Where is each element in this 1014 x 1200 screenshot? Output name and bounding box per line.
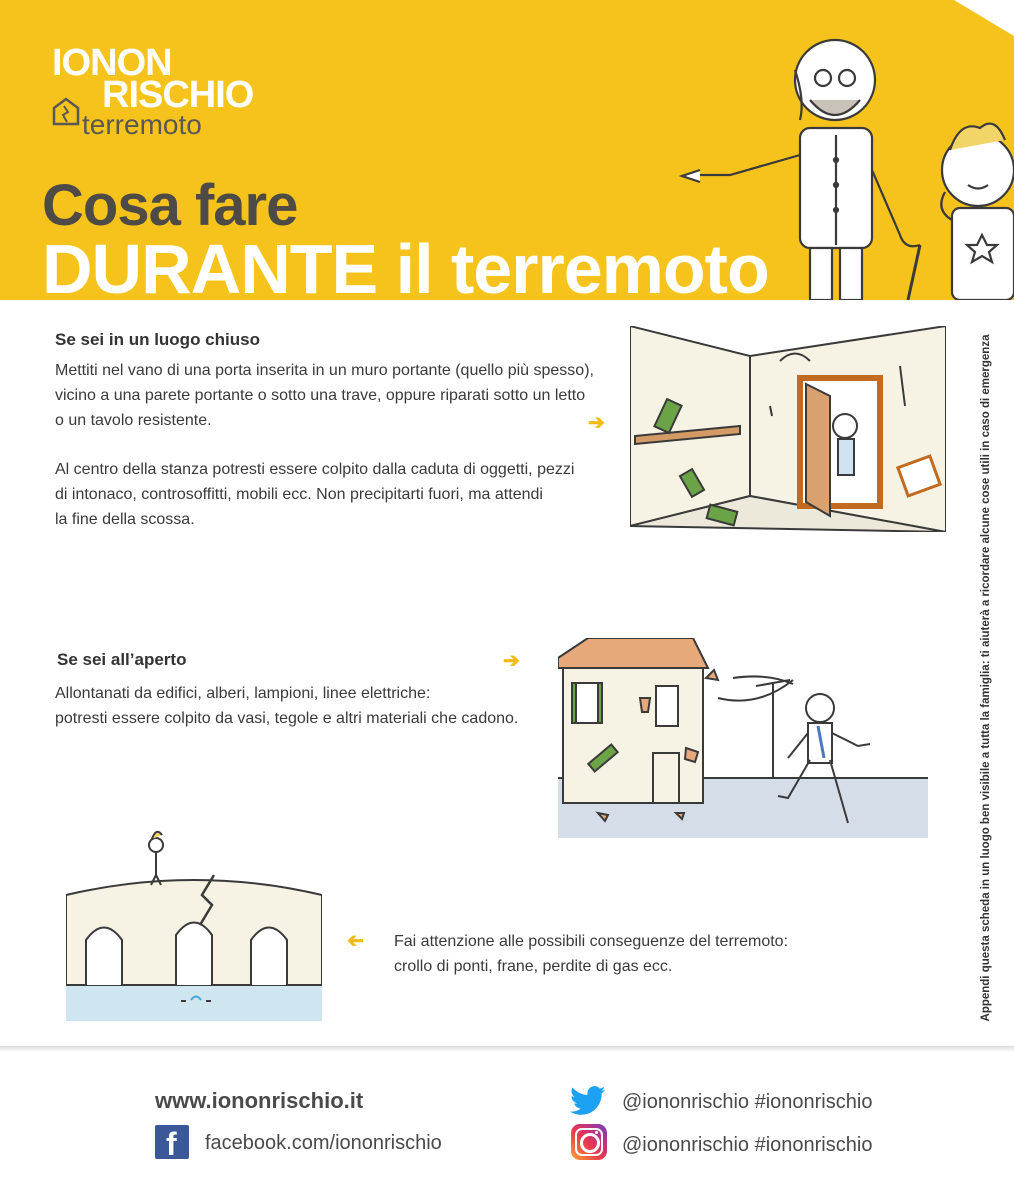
arrow-right-icon: ➔ — [503, 650, 520, 672]
side-note-text: Appendi questa scheda in un luogo ben visibile a tutta la famiglia: ti aiuterà a ricordare alcune cose utili in caso di emergenza — [980, 334, 992, 1022]
section-outdoor-title: Se sei all’aperto — [57, 650, 187, 669]
logo-non: NON — [90, 42, 172, 84]
section-consequences-body: Fai attenzione alle possibili conseguenze del terremoto: crollo di ponti, frane, perdite di gas ecc. — [394, 933, 789, 975]
arrow-right-icon: ➔ — [588, 412, 605, 434]
section-indoor-body-2: Al centro della stanza potresti essere colpito dalla caduta di oggetti, pezzi di intonaco, controsoffitti, mobili ecc. Non precipitarti fuori, ma attendi la fine della scossa. — [55, 461, 575, 528]
house-crack-icon — [52, 96, 80, 126]
side-note — [974, 318, 998, 1038]
arrow-left-icon: ➔ — [347, 930, 364, 952]
indoor-illustration — [630, 326, 946, 532]
brand-logo — [52, 44, 282, 144]
facebook-icon[interactable]: f — [155, 1125, 189, 1159]
twitter-icon[interactable] — [570, 1084, 606, 1118]
section-indoor-title: Se sei in un luogo chiuso — [55, 330, 260, 349]
website-link[interactable]: www.iononrischio.it — [155, 1088, 364, 1113]
child-figure — [941, 124, 1014, 300]
section-indoor-body-1: Mettiti nel vano di una porta inserita in un muro portante (quello più spesso), vicino a una parete portante o sotto una trave, oppure riparati sotto un letto o un tavolo resistente. — [55, 362, 594, 429]
page-title-line-1: Cosa fare — [42, 173, 298, 238]
page-title-line-2: DURANTE il terremoto — [42, 230, 769, 300]
header-banner — [0, 0, 1014, 300]
twitter-handle[interactable]: @iononrischio #iononrischio — [622, 1091, 873, 1113]
header-illustration — [660, 20, 1014, 300]
footer-divider — [0, 1046, 1014, 1052]
facebook-link[interactable]: facebook.com/iononrischio — [205, 1132, 442, 1154]
instagram-icon[interactable] — [571, 1124, 607, 1160]
logo-rischio: RISCHIO — [102, 74, 254, 116]
section-outdoor-body: Allontanati da edifici, alberi, lampioni, linee elettriche: potresti essere colpito da vasi, tegole e altri materiali che cadono. — [55, 685, 519, 727]
old-man-figure — [682, 40, 920, 300]
instagram-handle[interactable]: @iononrischio #iononrischio — [622, 1134, 873, 1156]
logo-io: IO — [52, 42, 91, 84]
outdoor-illustration — [558, 638, 928, 838]
logo-subtitle: terremoto — [82, 109, 202, 140]
bridge-illustration — [66, 815, 322, 1021]
